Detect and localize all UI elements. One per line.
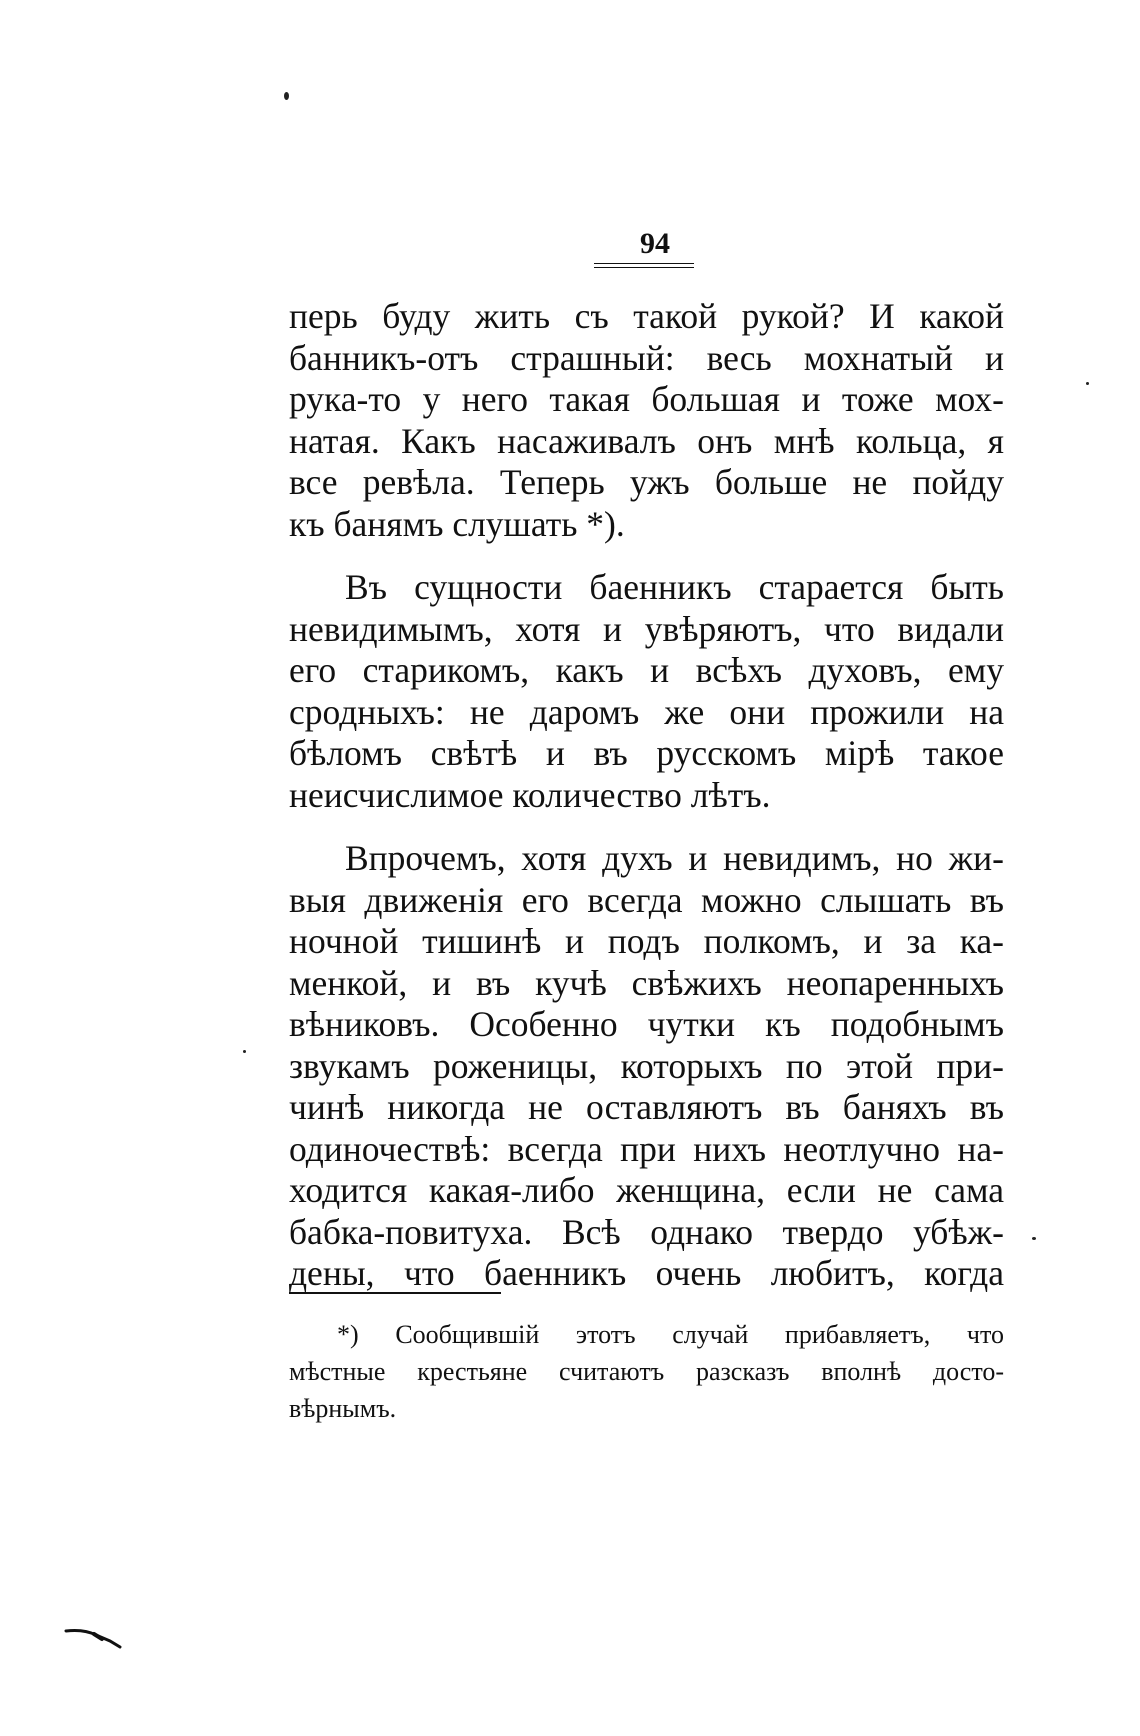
- page-number: 94: [640, 227, 670, 260]
- text-line: къ банямъ слушать *).: [289, 503, 625, 544]
- text-line: его старикомъ, какъ и всѣхъ духовъ, ему: [289, 650, 1004, 690]
- text-line: Впрочемъ, хотя духъ и невидимъ, но жи-: [345, 838, 1004, 878]
- footnote-line: мѣстные крестьяне считаютъ разсказъ вполнѣ досто-: [289, 1357, 1004, 1386]
- text-line: все ревѣла. Теперь ужъ больше не пойду: [289, 462, 1004, 502]
- footnote: [289, 1316, 1004, 1427]
- text-line: звукамъ роженицы, которыхъ по этой при-: [289, 1045, 1004, 1086]
- footnote-rule: [289, 1292, 501, 1294]
- text-line: неисчислимое количество лѣтъ.: [289, 774, 771, 815]
- text-line: перь буду жить съ такой рукой? И какой: [289, 296, 1004, 336]
- text-line: сродныхъ: не даромъ же они прожили на: [289, 691, 1004, 732]
- text-line: бабка-повитуха. Всѣ однако твердо убѣж-: [289, 1211, 1004, 1252]
- text-line: ходится какая-либо женщина, если не сама: [289, 1170, 1004, 1210]
- paragraph: [289, 296, 1004, 545]
- text-line: натая. Какъ насаживалъ онъ мнѣ кольца, я: [289, 420, 1004, 461]
- text-line: ночной тишинѣ и подъ полкомъ, и за ка-: [289, 921, 1004, 961]
- scan-speck: [284, 92, 289, 100]
- text-line: невидимымъ, хотя и увѣряютъ, что видали: [289, 608, 1004, 649]
- text-line: Въ сущности баенникъ старается быть: [345, 567, 1004, 607]
- page-number-rule: [594, 263, 694, 268]
- scan-mark: [64, 1625, 124, 1649]
- text-line: дены, что баенникъ очень любитъ, когда: [289, 1253, 1004, 1293]
- text-line: чинѣ никогда не оставляютъ въ баняхъ въ: [289, 1087, 1004, 1127]
- paragraph: [289, 838, 1004, 1295]
- body-text: [289, 296, 1004, 1295]
- text-line: рука-то у него такая большая и тоже мох-: [289, 379, 1004, 419]
- text-line: банникъ-отъ страшный: весь мохнатый и: [289, 337, 1004, 378]
- text-line: вѣниковъ. Особенно чутки къ подобнымъ: [289, 1004, 1004, 1044]
- text-line: выя движенія его всегда можно слышать въ: [289, 879, 1004, 920]
- text-line: бѣломъ свѣтѣ и въ русскомъ мірѣ такое: [289, 733, 1004, 773]
- scan-speck: [1032, 1237, 1036, 1240]
- paragraph: [289, 567, 1004, 816]
- footnote-line: вѣрнымъ.: [289, 1394, 397, 1423]
- scan-speck: [1086, 382, 1089, 385]
- scan-speck: [243, 1050, 246, 1053]
- text-line: менкой, и въ кучѣ свѣжихъ неопаренныхъ: [289, 962, 1004, 1003]
- text-line: одиночествѣ: всегда при нихъ неотлучно на-: [289, 1128, 1004, 1169]
- footnote-line: *) Сообщившій этотъ случай прибавляетъ, что: [337, 1320, 1004, 1349]
